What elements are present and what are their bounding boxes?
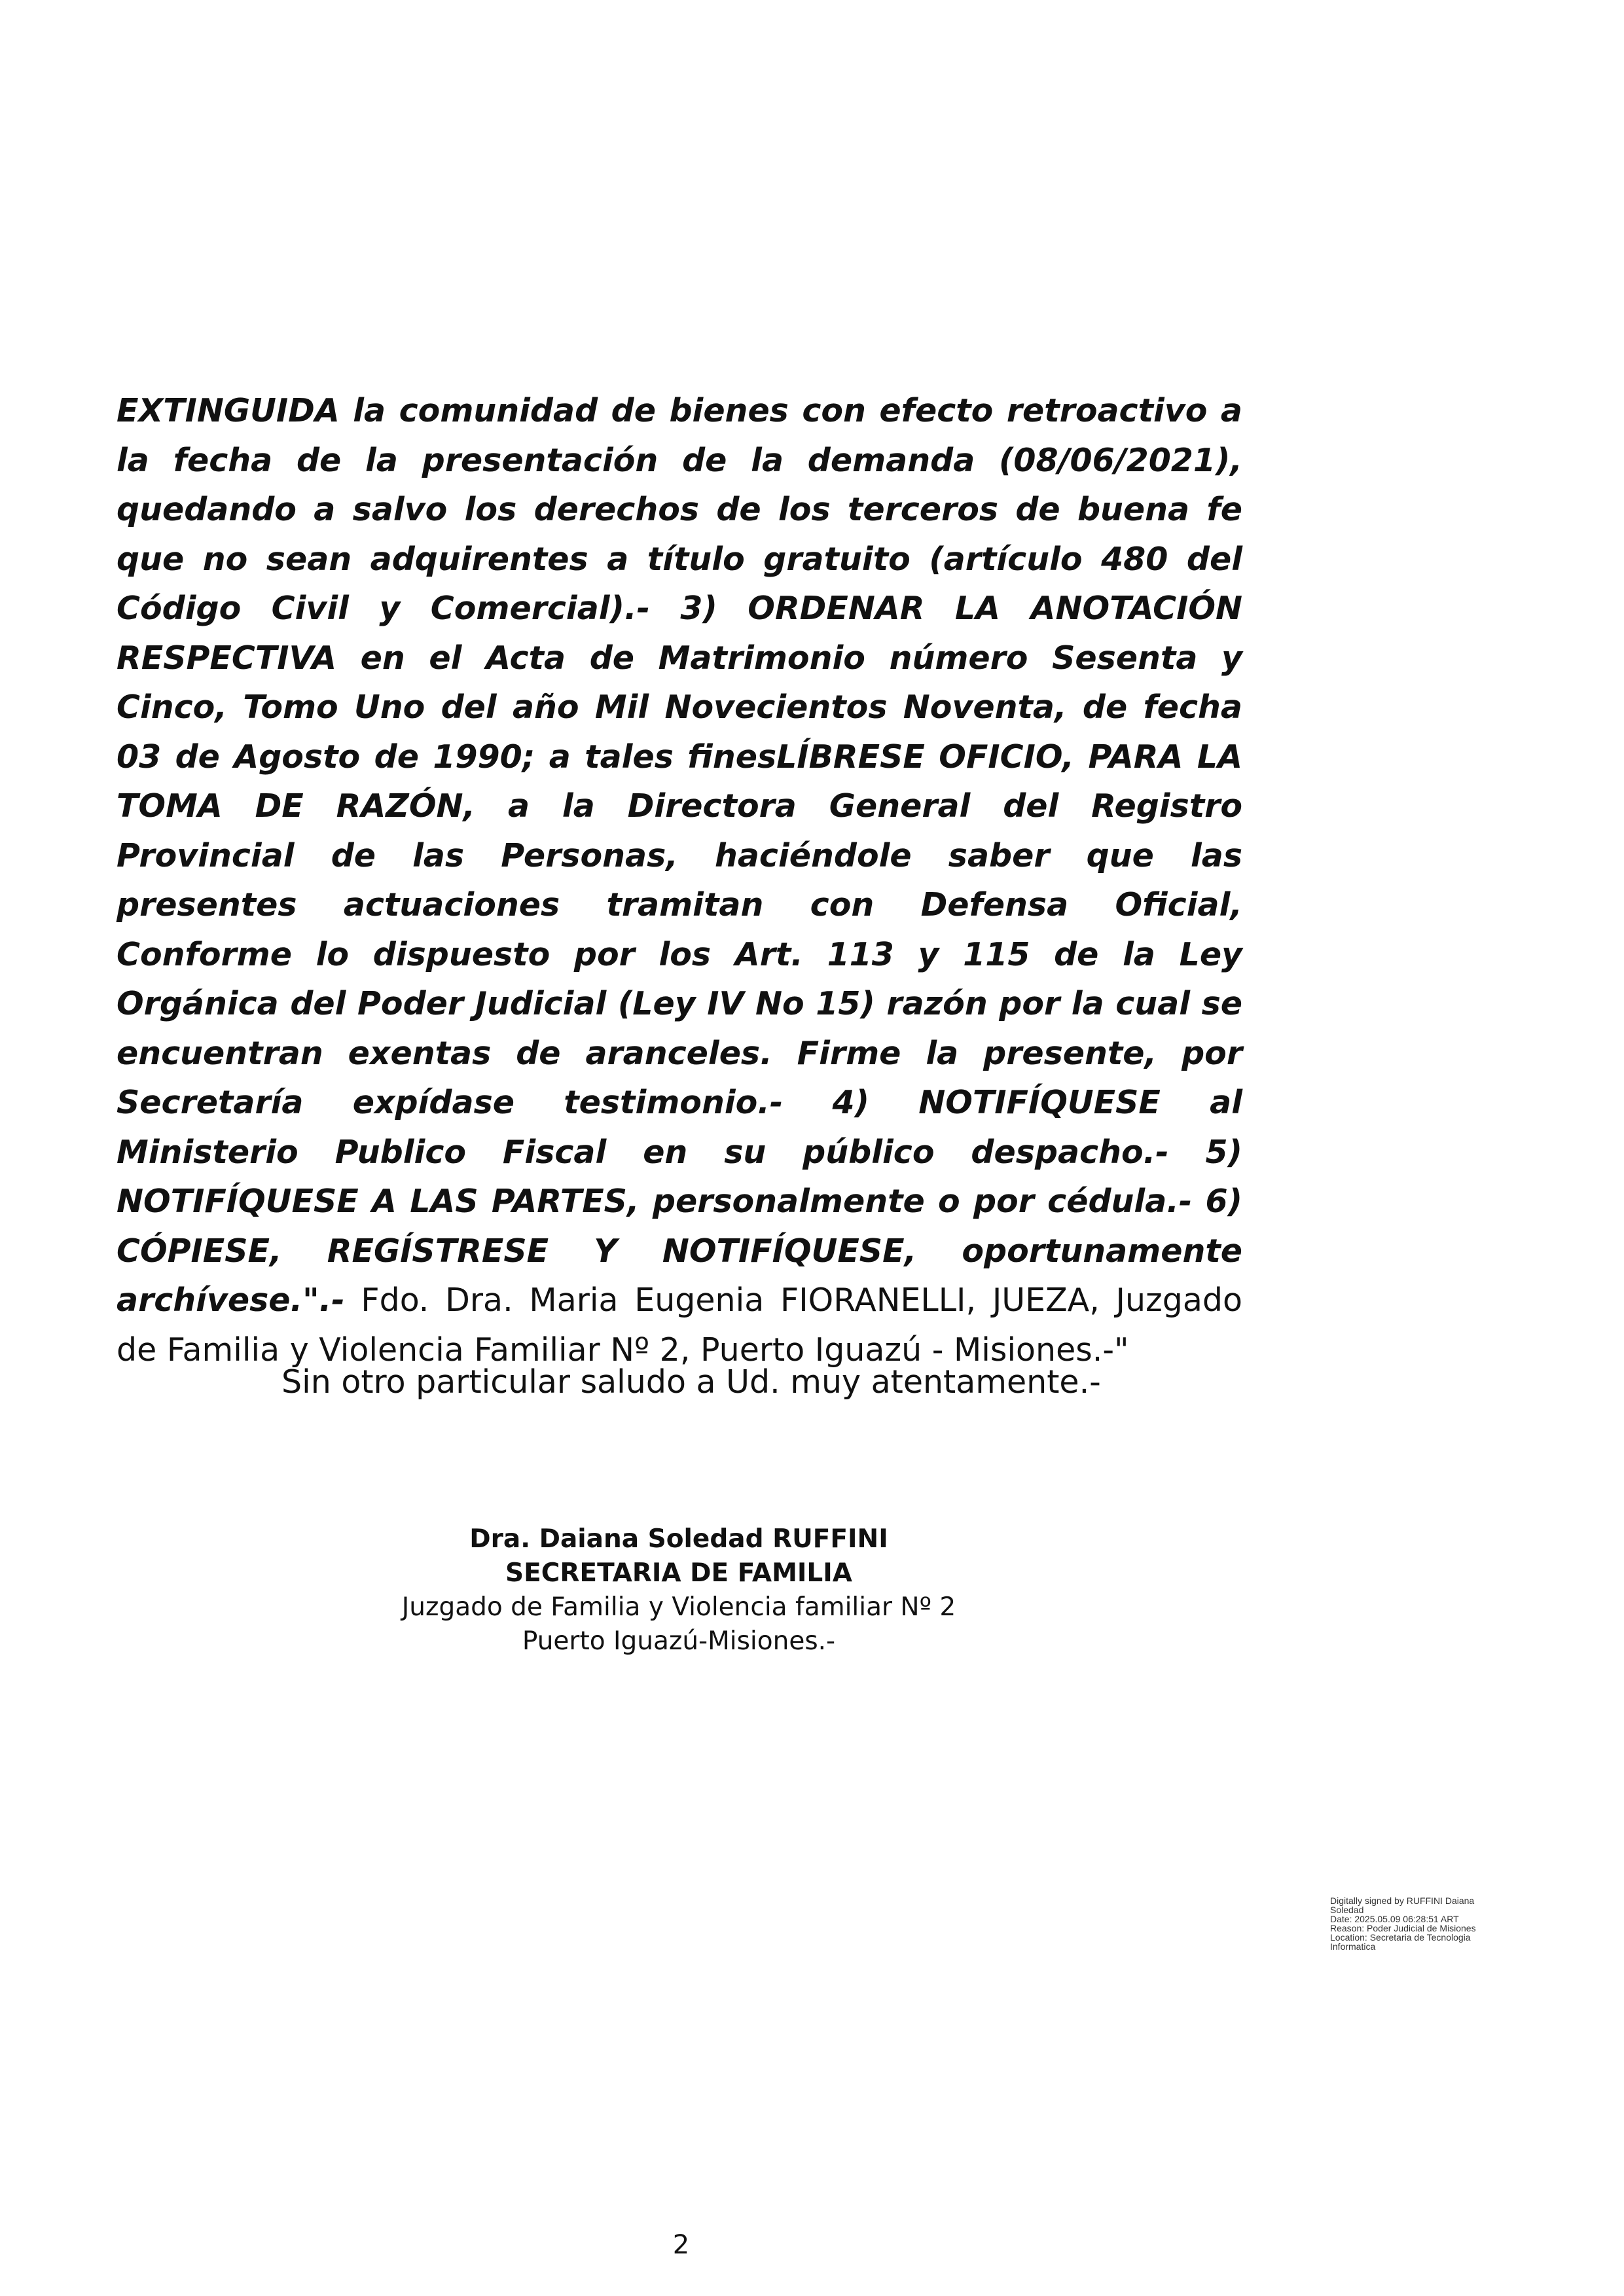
digital-signature-line: Soledad (1330, 1905, 1364, 1915)
resolution-body-paragraph (117, 386, 1242, 1374)
signer-location: Puerto Iguazú-Misiones.- (522, 1626, 836, 1656)
digital-signature-line: Digitally signed by RUFFINI Daiana (1330, 1895, 1475, 1906)
signer-title: SECRETARIA DE FAMILIA (505, 1558, 852, 1588)
digital-signature-line: Date: 2025.05.09 06:28:51 ART (1330, 1914, 1459, 1924)
resolution-operative-text: EXTINGUIDA la comunidad de bienes con efecto retroactivo a la fecha de la presentación de la demanda (08/06/2021), quedando a salvo los derechos de los terceros de buena fe que no sean adquirentes a título gratuito (artículo 480 del Código Civil y Comercial).- 3) ORDENAR LA ANOTACIÓN RESPECTIVA en el Acta de Matrimonio número Sesenta y Cinco, Tomo Uno del año Mil Novecientos Noventa, de fecha 03 de Agosto de 1990; a tales finesLÍBRESE OFICIO, PARA LA TOMA DE RAZÓN, a la Directora General del Registro Provincial de las Personas, haciéndole saber que las presentes actuaciones tramitan con Defensa Oficial, Conforme lo dispuesto por los Art. 113 y 115 de la Ley Orgánica del Poder Judicial (Ley IV No 15) razón por la cual se encuentran exentas de aranceles. Firme la presente, por Secretaría expídase testimonio.- 4) NOTIFÍQUESE al Ministerio Publico Fiscal en su público despacho.- 5) NOTIFÍQUESE A LAS PARTES, personalmente o por cédula.- 6) CÓPIESE, REGÍSTRESE Y NOTIFÍQUESE, oportunamente archívese.".- (117, 392, 1242, 1319)
digital-signature-stamp (1330, 1896, 1526, 1951)
page-number: 2 (672, 2230, 690, 2260)
signer-name: Dra. Daiana Soledad RUFFINI (469, 1524, 888, 1554)
digital-signature-line: Location: Secretaria de Tecnologia (1330, 1932, 1471, 1943)
signature-block (353, 1522, 1004, 1659)
judge-signature-reference: Fdo. Dra. Maria Eugenia FIORANELLI, JUEZA, Juzgado de Familia y Violencia Familiar Nº 2, Puerto Iguazú - Misiones.-" (117, 1282, 1242, 1369)
closing-salutation: Sin otro particular saludo a Ud. muy atentamente.- (281, 1363, 1101, 1401)
digital-signature-line: Informatica (1330, 1941, 1376, 1952)
digital-signature-line: Reason: Poder Judicial de Misiones (1330, 1923, 1476, 1933)
signer-office: Juzgado de Familia y Violencia familiar Nº 2 (401, 1592, 956, 1622)
